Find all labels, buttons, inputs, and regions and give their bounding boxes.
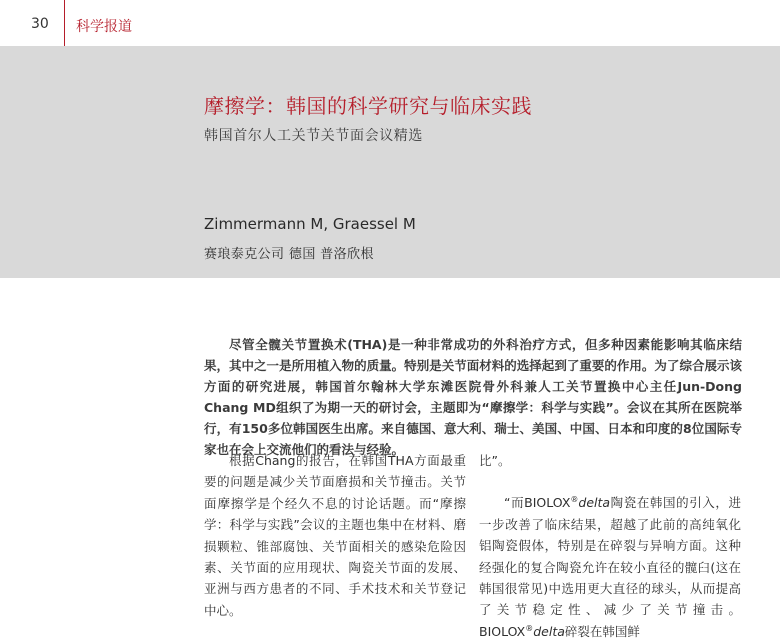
article-abstract: 尽管全髋关节置换术(THA)是一种非常成功的外科治疗方式，但多种因素能影响其临床结果，其中之一是所用植入物的质量。特别是关节面材料的选择起到了重要的作用。为了综合展示该方面的研究进展，韩国首尔翰林大学东滩医院骨外科兼人工关节置换中心主任Jun-Dong Chang MD组织了为期一天的研讨会，主题即为“摩擦学：科学与实践”。会议在其所在医院举行，有150多位韩国医生出席。来自德国、意大利、瑞士、美国、中国、日本和印度的8位国际专家也在会上交流他们的看法与经验。 — [204, 337, 742, 457]
text-run: 碎裂在韩国鲜 — [564, 623, 640, 639]
product-name-italic: delta — [533, 623, 565, 639]
article-subtitle: 韩国首尔人工关节关节面会议精选 — [204, 128, 423, 144]
title-band — [0, 46, 780, 278]
header-divider — [64, 0, 65, 46]
registered-mark: ® — [570, 495, 579, 505]
body-paragraph: 根据Chang的报告，在韩国THA方面最重要的问题是减少关节面磨损和关节撞击。关节面摩擦学是个经久不息的讨论话题。而“摩擦学：科学与实践”会议的主题也集中在材料、磨损颗粒、锥部腐蚀、关节面相关的感染危险因素、关节面的应用现状、陶瓷关节面的发展、亚洲与西方患者的不同、手术技术和关节登记中心。 — [204, 453, 466, 618]
body-column-left — [204, 450, 466, 621]
body-paragraph-continued: 比”。 — [479, 453, 511, 468]
body-column-right — [479, 450, 741, 642]
article-affiliation: 赛琅泰克公司 德国 普洛欣根 — [204, 247, 374, 262]
article-authors: Zimmermann M, Graessel M — [204, 215, 416, 233]
page-number: 30 — [31, 16, 49, 32]
body-paragraph — [479, 492, 741, 642]
page-header — [0, 0, 780, 46]
product-name-italic: delta — [578, 495, 611, 511]
section-label: 科学报道 — [76, 19, 132, 35]
registered-mark: ® — [525, 623, 534, 633]
text-run: 陶瓷在韩国的引入，进一步改善了临床结果，超越了此前的高纯氧化铝陶瓷假体，特别是在碎裂与异响方面。这种经强化的复合陶瓷允许在较小直径的髋臼(这在韩国很常见)中选用更大直径的球头，从而提高了关节稳定性、减少了关节撞击。BIOLOX — [479, 495, 741, 639]
article-title: 摩擦学：韩国的科学研究与临床实践 — [204, 94, 532, 118]
text-run: “而BIOLOX — [504, 495, 571, 511]
